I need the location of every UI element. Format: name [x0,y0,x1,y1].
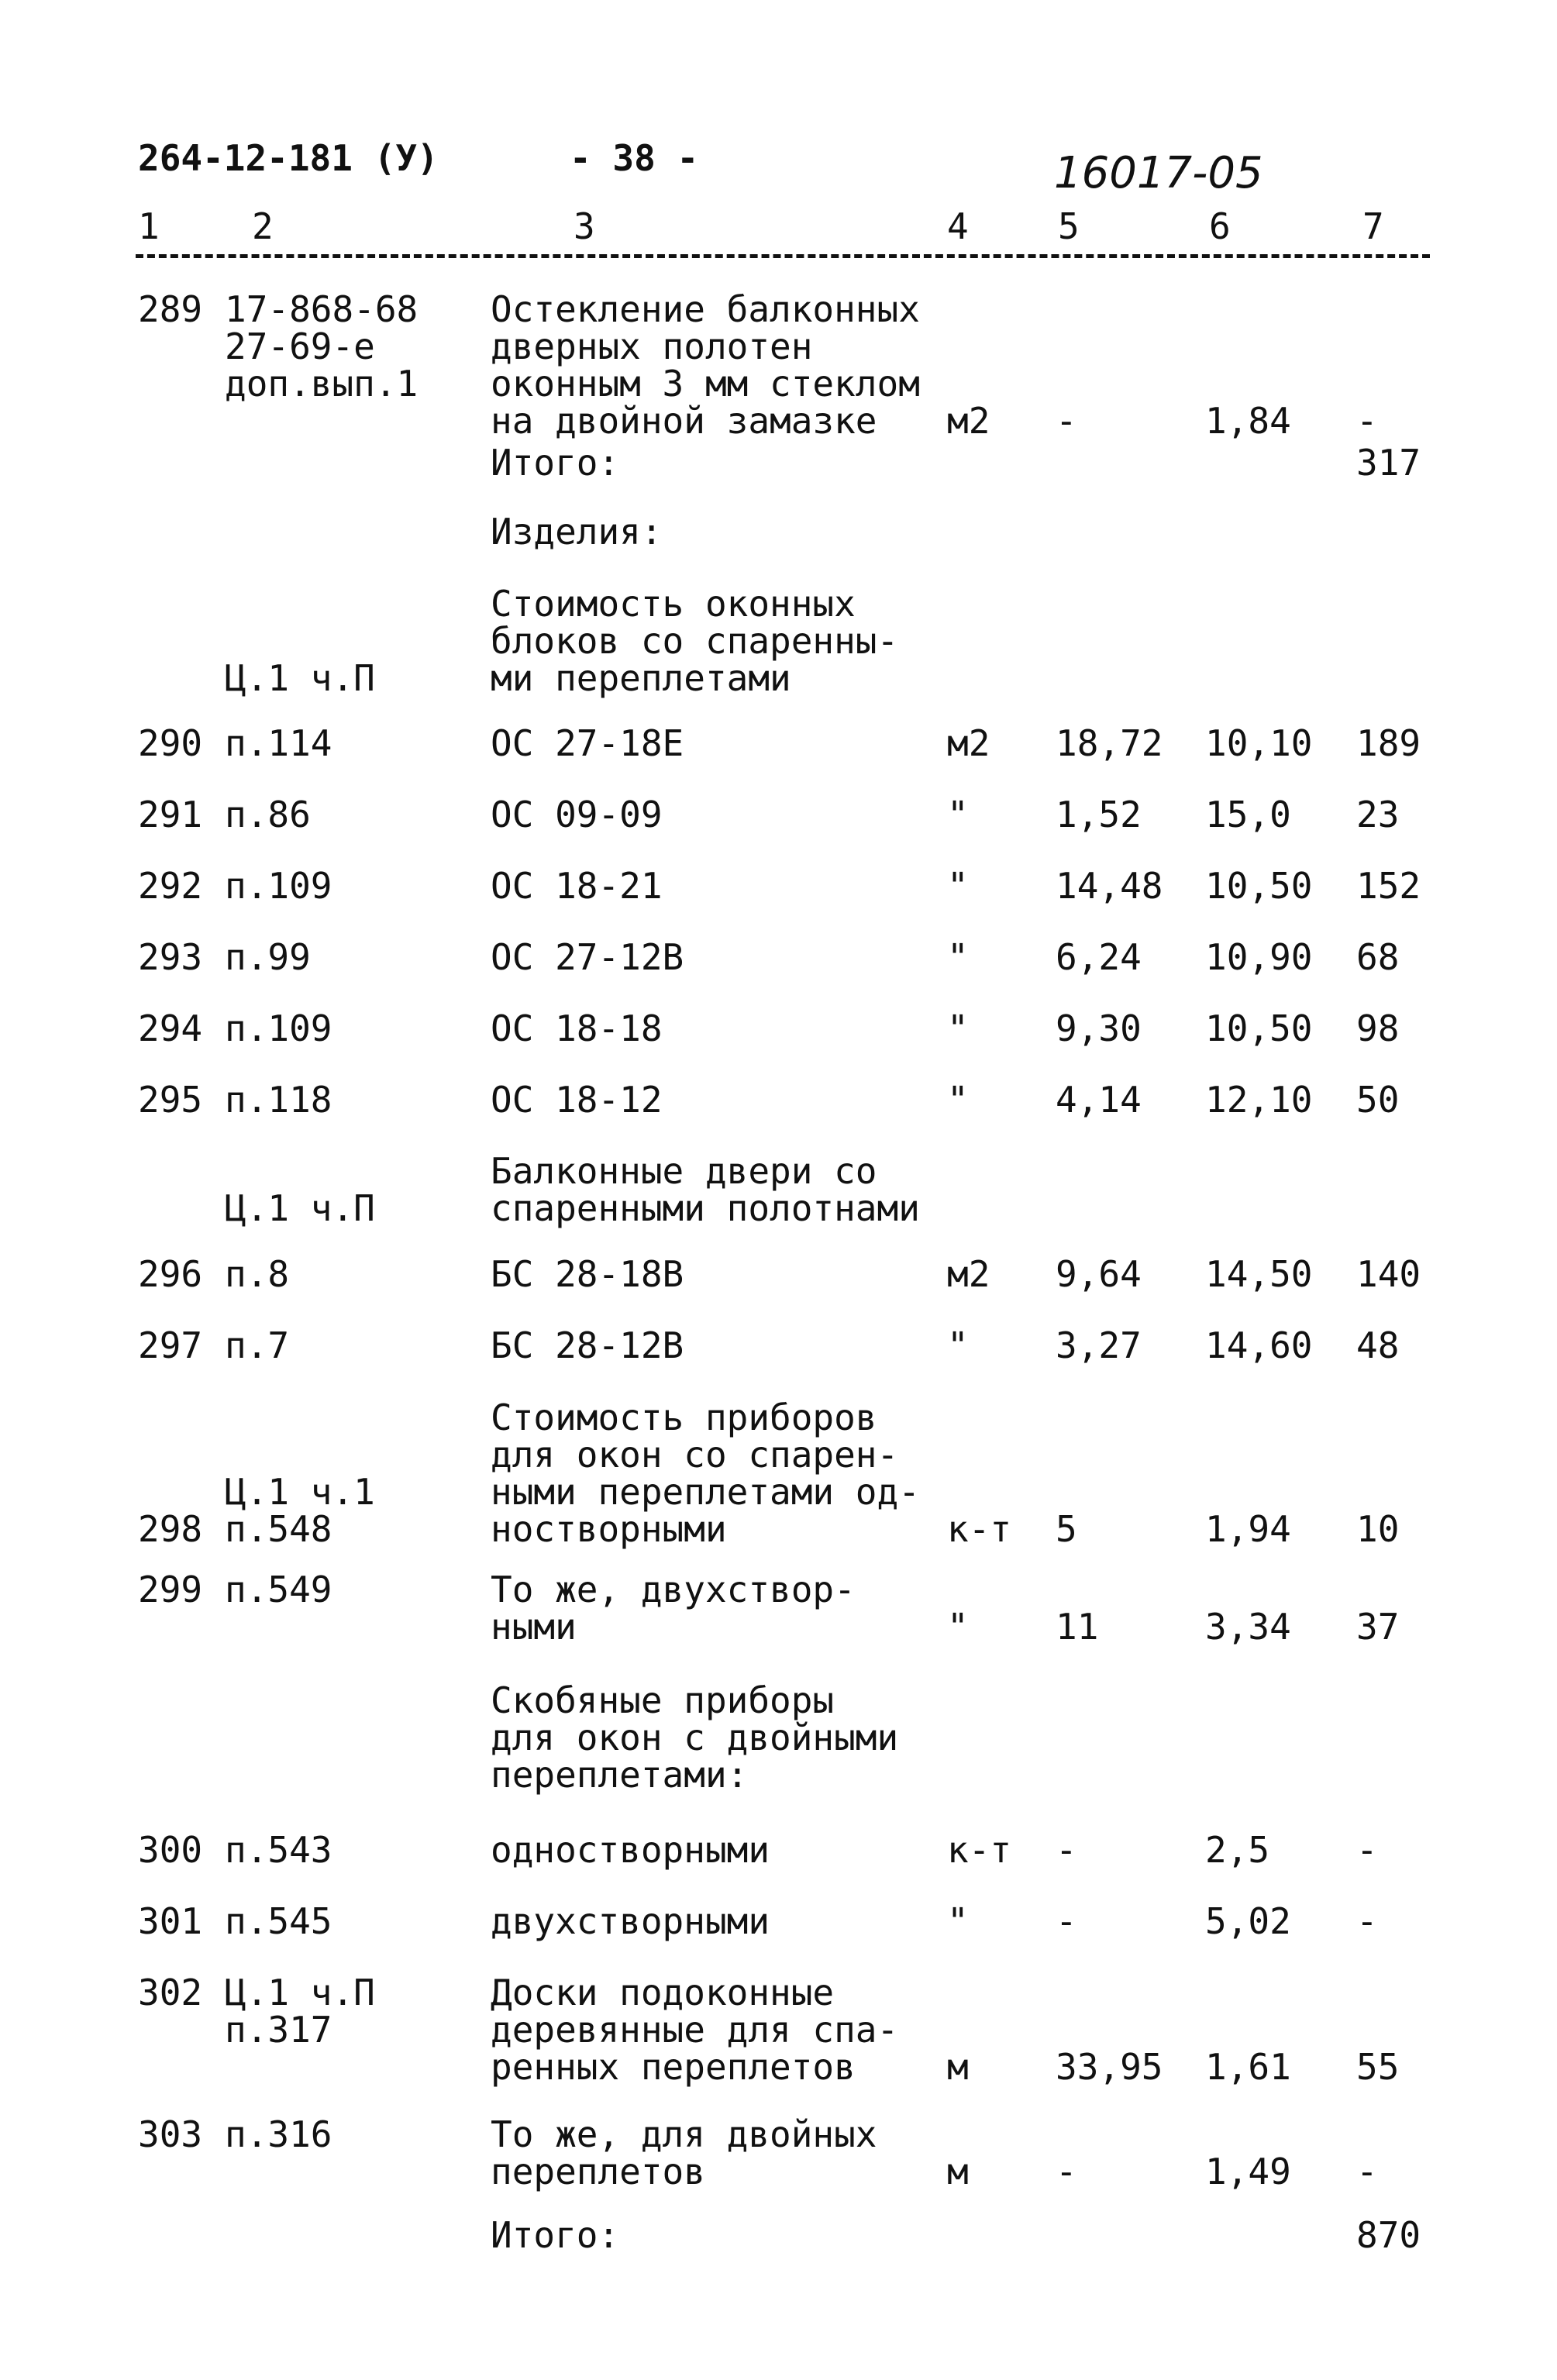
row-qty: - [1056,1900,1077,1942]
row-desc: Итого: [491,442,620,484]
row-qty: - [1056,1829,1077,1871]
row-total: 48 [1356,1324,1400,1366]
column-number-7: 7 [1362,205,1384,247]
row-ref: Ц.1 ч.П [225,657,375,699]
row-desc: ОС 18-21 [491,865,663,907]
row-ref: 17-868-68 27-69-е доп.вып.1 [225,288,419,405]
row-total: 23 [1356,794,1400,835]
row-price: 14,50 [1205,1253,1313,1295]
row-ref: п.549 [225,1569,332,1610]
row-ref: п.109 [225,1007,332,1049]
row-num: 289 [138,288,203,330]
row-ref: п.114 [225,722,332,764]
row-unit: " [947,1007,969,1049]
column-number-divider [136,254,1430,258]
row-unit: м2 [947,722,990,764]
row-num: 293 [138,936,203,978]
row-unit: " [947,936,969,978]
row-price: 1,94 [1205,1508,1291,1550]
row-num: 298 [138,1508,203,1550]
row-unit: м [947,2151,969,2192]
row-total: 50 [1356,1079,1400,1121]
row-desc: ОС 09-09 [491,794,663,835]
row-total: 140 [1356,1253,1421,1295]
row-desc: Остекление балконных дверных полотен оконным 3 мм стеклом на двойной замазке [491,288,920,442]
row-unit: " [947,865,969,907]
row-total: 10 [1356,1508,1400,1550]
column-number-2: 2 [252,205,274,247]
row-total: - [1356,1900,1378,1942]
row-num: 303 [138,2113,203,2155]
row-unit: к-т [947,1829,1012,1871]
row-unit: " [947,1324,969,1366]
row-num: 302 [138,1972,203,2013]
row-desc: ОС 18-12 [491,1079,663,1121]
row-price: 10,90 [1205,936,1313,978]
row-price: 10,50 [1205,865,1313,907]
row-price: 14,60 [1205,1324,1313,1366]
row-ref: п.118 [225,1079,332,1121]
row-total: - [1356,2151,1378,2192]
row-total: 55 [1356,2046,1400,2088]
row-num: 291 [138,794,203,835]
row-qty: 5 [1056,1508,1077,1550]
row-unit: м [947,2046,969,2088]
row-ref: п.316 [225,2113,332,2155]
row-desc: Стоимость приборов для окон со спарен- ными переплетами од- ностворными [491,1397,920,1550]
row-unit: м2 [947,400,990,442]
row-price: 1,49 [1205,2151,1291,2192]
row-desc: одностворными [491,1829,770,1871]
row-desc: ОС 27-12В [491,936,684,978]
row-ref: п.109 [225,865,332,907]
row-unit: " [947,1079,969,1121]
row-num: 300 [138,1829,203,1871]
column-number-4: 4 [947,205,969,247]
row-qty: 9,30 [1056,1007,1142,1049]
row-price: 12,10 [1205,1079,1313,1121]
row-qty: - [1056,400,1077,442]
row-qty: 6,24 [1056,936,1142,978]
row-ref: п.7 [225,1324,290,1366]
row-qty: 4,14 [1056,1079,1142,1121]
row-desc: БС 28-18В [491,1253,684,1295]
row-ref: п.8 [225,1253,290,1295]
row-desc: Доски подоконные деревянные для спа- ренных переплетов [491,1972,899,2088]
row-num: 301 [138,1900,203,1942]
row-total: 37 [1356,1606,1400,1648]
row-price: 1,61 [1205,2046,1291,2088]
row-num: 294 [138,1007,203,1049]
row-ref: п.86 [225,794,311,835]
row-num: 292 [138,865,203,907]
row-unit: " [947,1900,969,1942]
row-qty: - [1056,2151,1077,2192]
column-number-1: 1 [138,205,160,247]
row-num: 296 [138,1253,203,1295]
row-ref: п.543 [225,1829,332,1871]
row-desc: Балконные двери со спаренными полотнами [491,1150,920,1229]
row-desc: Стоимость оконных блоков со спаренны- ми переплетами [491,583,899,699]
row-price: 5,02 [1205,1900,1291,1942]
row-total: - [1356,1829,1378,1871]
row-total: 870 [1356,2214,1421,2256]
row-desc: Скобяные приборы для окон с двойными переплетами: [491,1679,899,1796]
row-desc: То же, для двойных переплетов [491,2113,877,2192]
row-ref: Ц.1 ч.1 п.548 [225,1471,375,1550]
row-price: 3,34 [1205,1606,1291,1648]
row-qty: 14,48 [1056,865,1163,907]
row-num: 299 [138,1569,203,1610]
page-number: - 38 - [570,137,699,179]
column-number-6: 6 [1209,205,1231,247]
row-desc: ОС 27-18Е [491,722,684,764]
row-ref: п.99 [225,936,311,978]
row-num: 290 [138,722,203,764]
row-qty: 1,52 [1056,794,1142,835]
row-qty: 3,27 [1056,1324,1142,1366]
row-ref: Ц.1 ч.П [225,1187,375,1229]
row-qty: 9,64 [1056,1253,1142,1295]
row-desc: двухстворными [491,1900,770,1942]
column-number-5: 5 [1058,205,1080,247]
row-desc: Изделия: [491,511,663,553]
row-total: 68 [1356,936,1400,978]
row-desc: То же, двухствор- ными [491,1569,856,1648]
handwritten-note: 16017-05 [1054,148,1263,198]
row-price: 10,10 [1205,722,1313,764]
row-ref: п.545 [225,1900,332,1942]
row-total: 189 [1356,722,1421,764]
row-qty: 18,72 [1056,722,1163,764]
row-num: 295 [138,1079,203,1121]
row-price: 10,50 [1205,1007,1313,1049]
row-total: 317 [1356,442,1421,484]
row-desc: БС 28-12В [491,1324,684,1366]
row-price: 1,84 [1205,400,1291,442]
row-ref: Ц.1 ч.П п.317 [225,1972,375,2051]
row-desc: ОС 18-18 [491,1007,663,1049]
row-price: 2,5 [1205,1829,1270,1871]
row-price: 15,0 [1205,794,1291,835]
row-desc: Итого: [491,2214,620,2256]
row-unit: " [947,794,969,835]
row-total: - [1356,400,1378,442]
column-number-3: 3 [574,205,595,247]
row-unit: м2 [947,1253,990,1295]
row-total: 98 [1356,1007,1400,1049]
row-qty: 33,95 [1056,2046,1163,2088]
row-num: 297 [138,1324,203,1366]
row-unit: к-т [947,1508,1012,1550]
row-qty: 11 [1056,1606,1099,1648]
row-total: 152 [1356,865,1421,907]
row-unit: " [947,1606,969,1648]
document-code: 264-12-181 (У) [138,137,439,179]
